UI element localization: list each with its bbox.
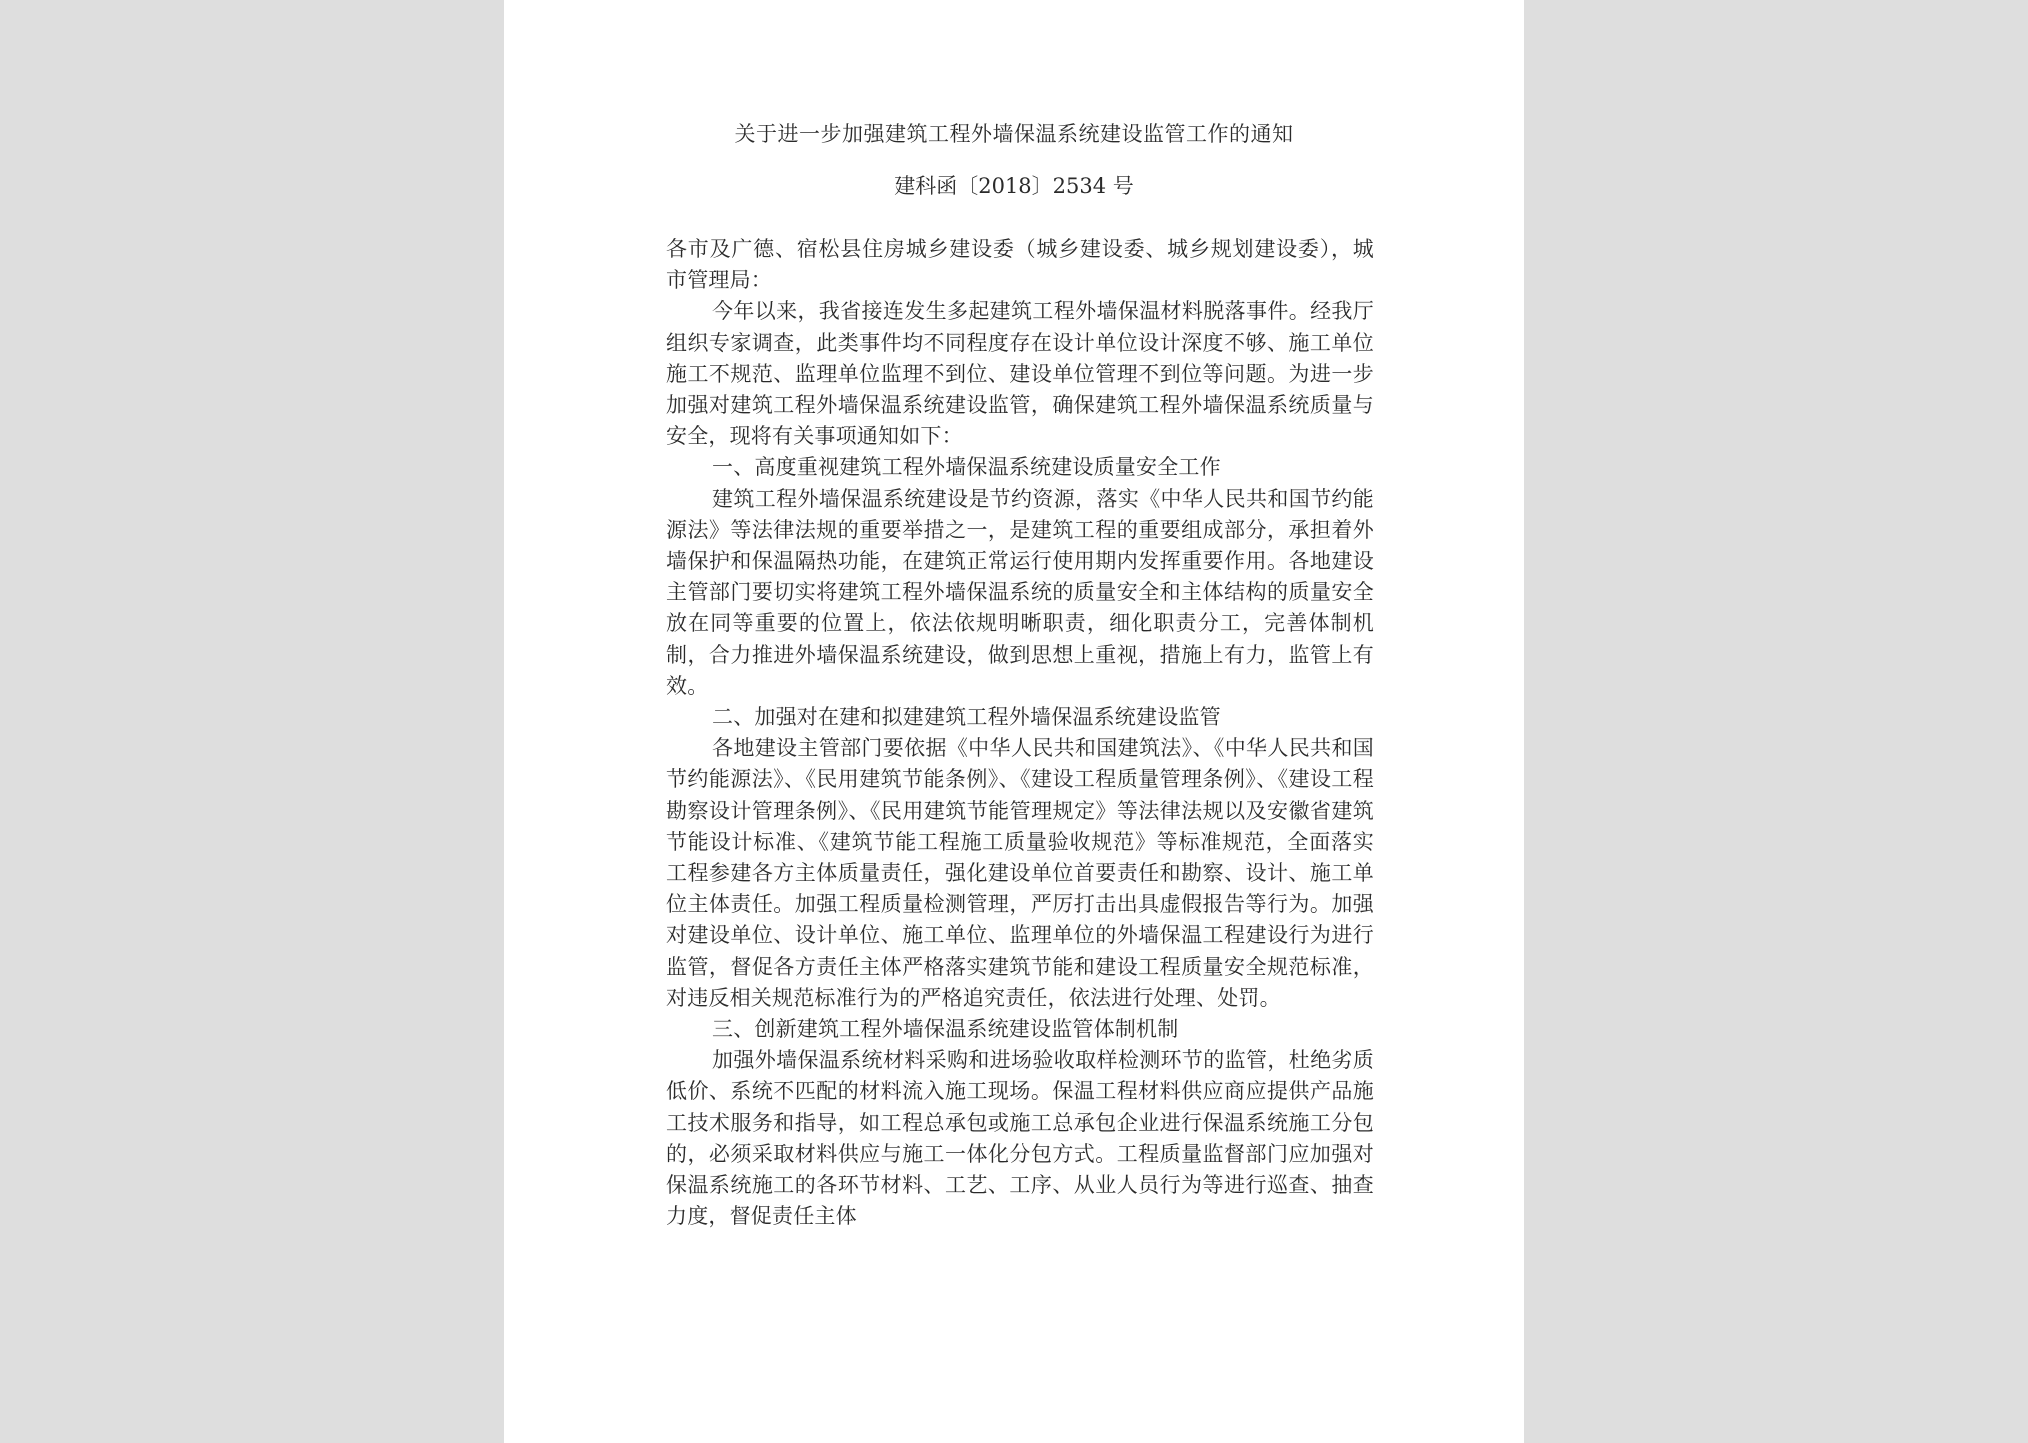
addressee: 各市及广德、宿松县住房城乡建设委（城乡建设委、城乡规划建设委），城市管理局： — [666, 237, 1374, 293]
document-title: 关于进一步加强建筑工程外墙保温系统建设监管工作的通知 — [734, 122, 1294, 146]
paragraph-section-2: 各地建设主管部门要依据《中华人民共和国建筑法》、《中华人民共和国节约能源法》、《民用建筑节能条例》、《建设工程质量管理条例》、《建设工程勘察设计管理条例》、《民用建筑节能管理规定》等法律法规以及安徽省建筑节能设计标准、《建筑节能工程施工质量验收规范》等标准规范，全面落实工程参建各方主体质量责任，强化建设单位首要责任和勘察、设计、施工单位主体责任。加强工程质量检测管理，严厉打击出具虚假报告等行为。加强对建设单位、设计单位、施工单位、监理单位的外墙保温工程建设行为进行监管，督促各方责任主体严格落实建筑节能和建设工程质量安全规范标准，对违反相关规范标准行为的严格追究责任，依法进行处理、处罚。 — [666, 736, 1374, 1010]
section-heading-2: 二、加强对在建和拟建建筑工程外墙保温系统建设监管 — [712, 705, 1221, 730]
document-body — [666, 234, 1374, 1233]
paragraph-intro: 今年以来，我省接连发生多起建筑工程外墙保温材料脱落事件。经我厅组织专家调查，此类事件均不同程度存在设计单位设计深度不够、施工单位施工不规范、监理单位监理不到位、建设单位管理不到位等问题。为进一步加强对建筑工程外墙保温系统建设监管，确保建筑工程外墙保温系统质量与安全，现将有关事项通知如下： — [666, 299, 1374, 449]
section-heading-1: 一、高度重视建筑工程外墙保温系统建设质量安全工作 — [712, 455, 1221, 480]
paragraph-section-1: 建筑工程外墙保温系统建设是节约资源，落实《中华人民共和国节约能源法》等法律法规的重要举措之一，是建筑工程的重要组成部分，承担着外墙保护和保温隔热功能，在建筑正常运行使用期内发挥重要作用。各地建设主管部门要切实将建筑工程外墙保温系统的质量安全和主体结构的质量安全放在同等重要的位置上，依法依规明晰职责，细化职责分工，完善体制机制，合力推进外墙保温系统建设，做到思想上重视，措施上有力，监管上有效。 — [666, 486, 1374, 698]
document-number: 建科函〔2018〕2534 号 — [894, 174, 1134, 198]
paragraph-section-3: 加强外墙保温系统材料采购和进场验收取样检测环节的监管，杜绝劣质低价、系统不匹配的材料流入施工现场。保温工程材料供应商应提供产品施工技术服务和指导，如工程总承包或施工总承包企业进行保温系统施工分包的，必须采取材料供应与施工一体化分包方式。工程质量监督部门应加强对保温系统施工的各环节材料、工艺、工序、从业人员行为等进行巡查、抽查力度，督促责任主体 — [666, 1048, 1374, 1229]
section-heading-3: 三、创新建筑工程外墙保温系统建设监管体制机制 — [712, 1017, 1179, 1042]
document-page — [504, 0, 1524, 1443]
